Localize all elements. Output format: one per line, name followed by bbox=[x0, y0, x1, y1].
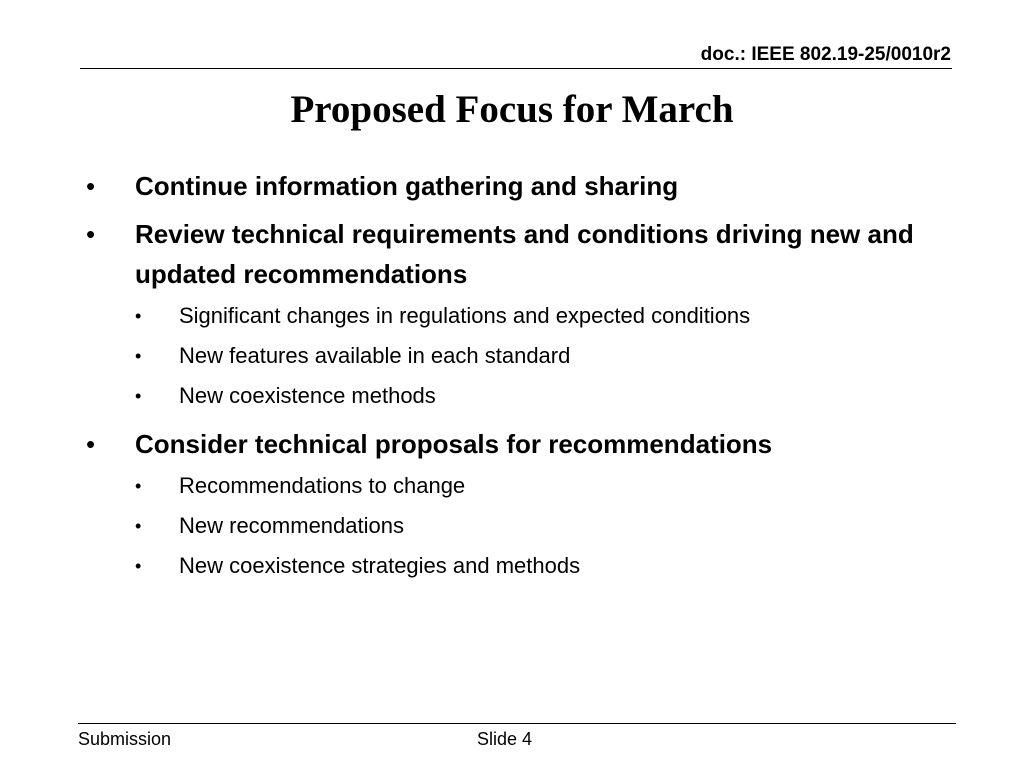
slide-title: Proposed Focus for March bbox=[290, 88, 734, 131]
bullet-icon: • bbox=[135, 386, 142, 406]
sub-bullet-item bbox=[135, 506, 936, 546]
bullet-icon: • bbox=[135, 306, 142, 326]
bullet-icon: • bbox=[135, 346, 142, 366]
bullet-list bbox=[86, 166, 936, 594]
sub-bullet-item bbox=[135, 546, 936, 586]
bullet-icon: • bbox=[135, 556, 142, 576]
sub-bullet-item bbox=[135, 376, 936, 416]
header-divider bbox=[80, 68, 952, 69]
sub-bullet-text: Significant changes in regulations and expected conditions bbox=[179, 303, 751, 328]
bullet-text: Consider technical proposals for recommendations bbox=[135, 429, 773, 459]
sub-bullet-item bbox=[135, 336, 936, 376]
document-id: doc.: IEEE 802.19-25/0010r2 bbox=[700, 44, 951, 65]
bullet-text: Continue information gathering and sharing bbox=[135, 171, 679, 201]
sub-bullet-text: New recommendations bbox=[179, 513, 404, 538]
sub-bullet-item bbox=[135, 466, 936, 506]
bullet-icon: • bbox=[86, 219, 96, 249]
sub-bullet-text: New coexistence strategies and methods bbox=[179, 553, 581, 578]
sub-bullet-item bbox=[135, 296, 936, 336]
bullet-icon: • bbox=[135, 516, 142, 536]
bullet-icon: • bbox=[135, 476, 142, 496]
bullet-item bbox=[86, 166, 936, 206]
footer-divider bbox=[78, 723, 956, 724]
bullet-icon: • bbox=[86, 171, 96, 201]
sub-bullet-text: Recommendations to change bbox=[179, 473, 466, 498]
footer-submission: Submission bbox=[78, 729, 172, 749]
sub-bullet-list bbox=[135, 466, 936, 586]
sub-bullet-text: New coexistence methods bbox=[179, 383, 436, 408]
bullet-item bbox=[86, 424, 936, 586]
slide-number: Slide 4 bbox=[477, 729, 533, 749]
bullet-item bbox=[86, 214, 936, 416]
bullet-text: Review technical requirements and conditions driving new and updated recommendations bbox=[135, 219, 914, 289]
sub-bullet-list bbox=[135, 296, 936, 416]
sub-bullet-text: New features available in each standard bbox=[179, 343, 571, 368]
bullet-icon: • bbox=[86, 429, 96, 459]
